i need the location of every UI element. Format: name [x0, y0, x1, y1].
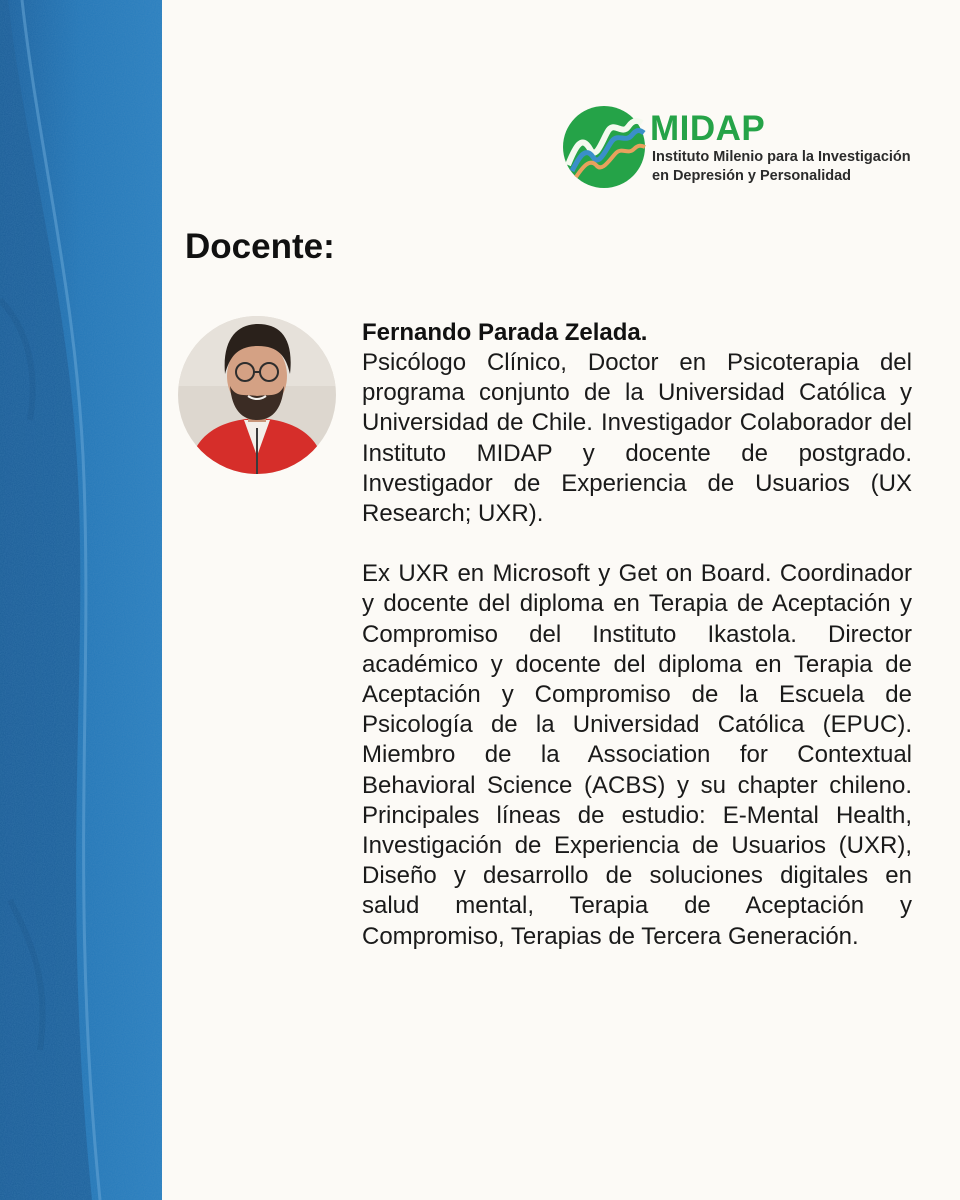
blue-texture-graphic	[0, 0, 162, 1200]
bio-paragraph-2: Ex UXR en Microsoft y Get on Board. Coordinador y docente del diploma en Terapia de Aceptación y Compromiso del Instituto Ikastola. Director académico y docente del diploma en Terapia de Aceptación y Compromiso de la Escuela de Psicología de la Universidad Católica (EPUC). Miembro de la Association for Contextual Behavioral Science (ACBS) y su chapter chileno. Principales líneas de estudio: E-Mental Health, Investigación de Experiencia de Usuarios (UXR), Diseño y desarrollo de soluciones digitales en salud mental, Terapia de Aceptación y Compromiso, Terapias de Tercera Generación.	[362, 560, 912, 950]
portrait-photo	[178, 316, 336, 474]
logo-subtitle-line-1: Instituto Milenio para la Investigación	[652, 149, 911, 165]
logo-subtitle-line-2: en Depresión y Personalidad	[652, 168, 852, 184]
decorative-blue-panel	[0, 0, 162, 1200]
portrait-illustration	[178, 316, 336, 474]
section-title: Docente:	[185, 227, 335, 266]
logo-acronym: MIDAP	[650, 109, 766, 148]
midap-logo-icon	[562, 105, 646, 189]
bio-paragraph-1: Psicólogo Clínico, Doctor en Psicoterapia del programa conjunto de la Universidad Católica y Universidad de Chile. Investigador Colaborador del Instituto MIDAP y docente de postgrado. Investigador de Experiencia de Usuarios (UX Research; UXR).	[362, 349, 912, 528]
teacher-name: Fernando Parada Zelada.	[362, 319, 648, 346]
midap-logo	[562, 105, 922, 195]
teacher-bio	[362, 318, 912, 952]
